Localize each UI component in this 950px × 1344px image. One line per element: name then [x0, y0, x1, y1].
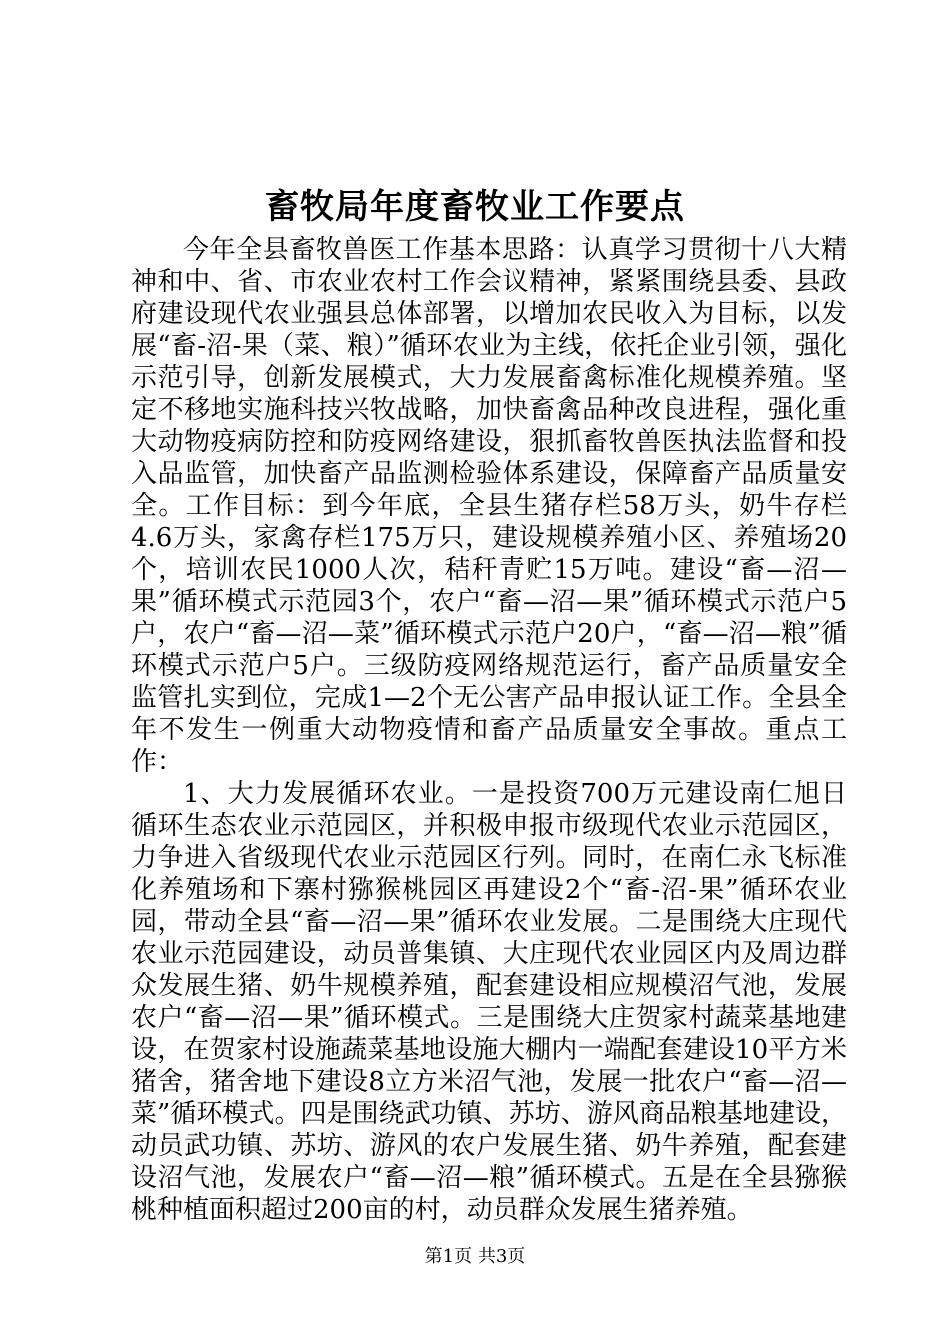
paragraph-work-outline: 今年全县畜牧兽医工作基本思路：认真学习贯彻十八大精神和中、省、市农业农村工作会议精神，紧紧围绕县委、县政府建设现代农业强县总体部署，以增加农民收入为目标，以发展“畜-沼-果（菜、粮）”循环农业为主线，依托企业引领，强化示范引导，创新发展模式，大力发展畜禽标准化规模养殖。坚定不移地实施科技兴牧战略，加快畜禽品种改良进程，强化重大动物疫病防控和防疫网络建设，狠抓畜牧兽医执法监督和投入品监管，加快畜产品监测检验体系建设，保障畜产品质量安全。工作目标：到今年底，全县生猪存栏58万头，奶牛存栏4.6万头，家禽存栏175万只，建设规模养殖小区、养殖场20个，培训农民1000人次，秸秆青贮15万吨。建设“畜—沼—果”循环模式示范园3个，农户“畜—沼—果”循环模式示范户5户，农户“畜—沼—菜”循环模式示范户20户，“畜—沼—粮”循环模式示范户5户。三级防疫网络规范运行，畜产品质量安全监管扎实到位，完成1—2个无公害产品申报认证工作。全县全年不发生一例重大动物疫情和畜产品质量安全事故。重点工作：: [131, 235, 847, 777]
paragraph-circular-agriculture: 1、大力发展循环农业。一是投资700万元建设南仁旭日循环生态农业示范园区，并积极申报市级现代农业示范园区，力争进入省级现代农业示范园区行列。同时，在南仁永飞标准化养殖场和下寨村猕猴桃园区再建设2个“畜-沼-果”循环农业园，带动全县“畜—沼—果”循环农业发展。二是围绕大庄现代农业示范园建设，动员普集镇、大庄现代农业园区内及周边群众发展生猪、奶牛规模养殖，配套建设相应规模沼气池，发展农户“畜—沼—果”循环模式。三是围绕大庄贺家村蔬菜基地建设，在贺家村设施蔬菜基地设施大棚内一端配套建设10平方米猪舍，猪舍地下建设8立方米沼气池，发展一批农户“畜—沼—菜”循环模式。四是围绕武功镇、苏坊、游风商品粮基地建设，动员武功镇、苏坊、游风的农户发展生猪、奶牛养殖，配套建设沼气池，发展农户“畜—沼—粮”循环模式。五是在全县猕猴桃种植面积超过200亩的村，动员群众发展生猪养殖。: [131, 779, 847, 1225]
document-title: 畜牧局年度畜牧业工作要点: [265, 187, 685, 227]
page-number-footer: 第1页 共3页: [424, 1246, 526, 1267]
document-body: [131, 234, 847, 1226]
